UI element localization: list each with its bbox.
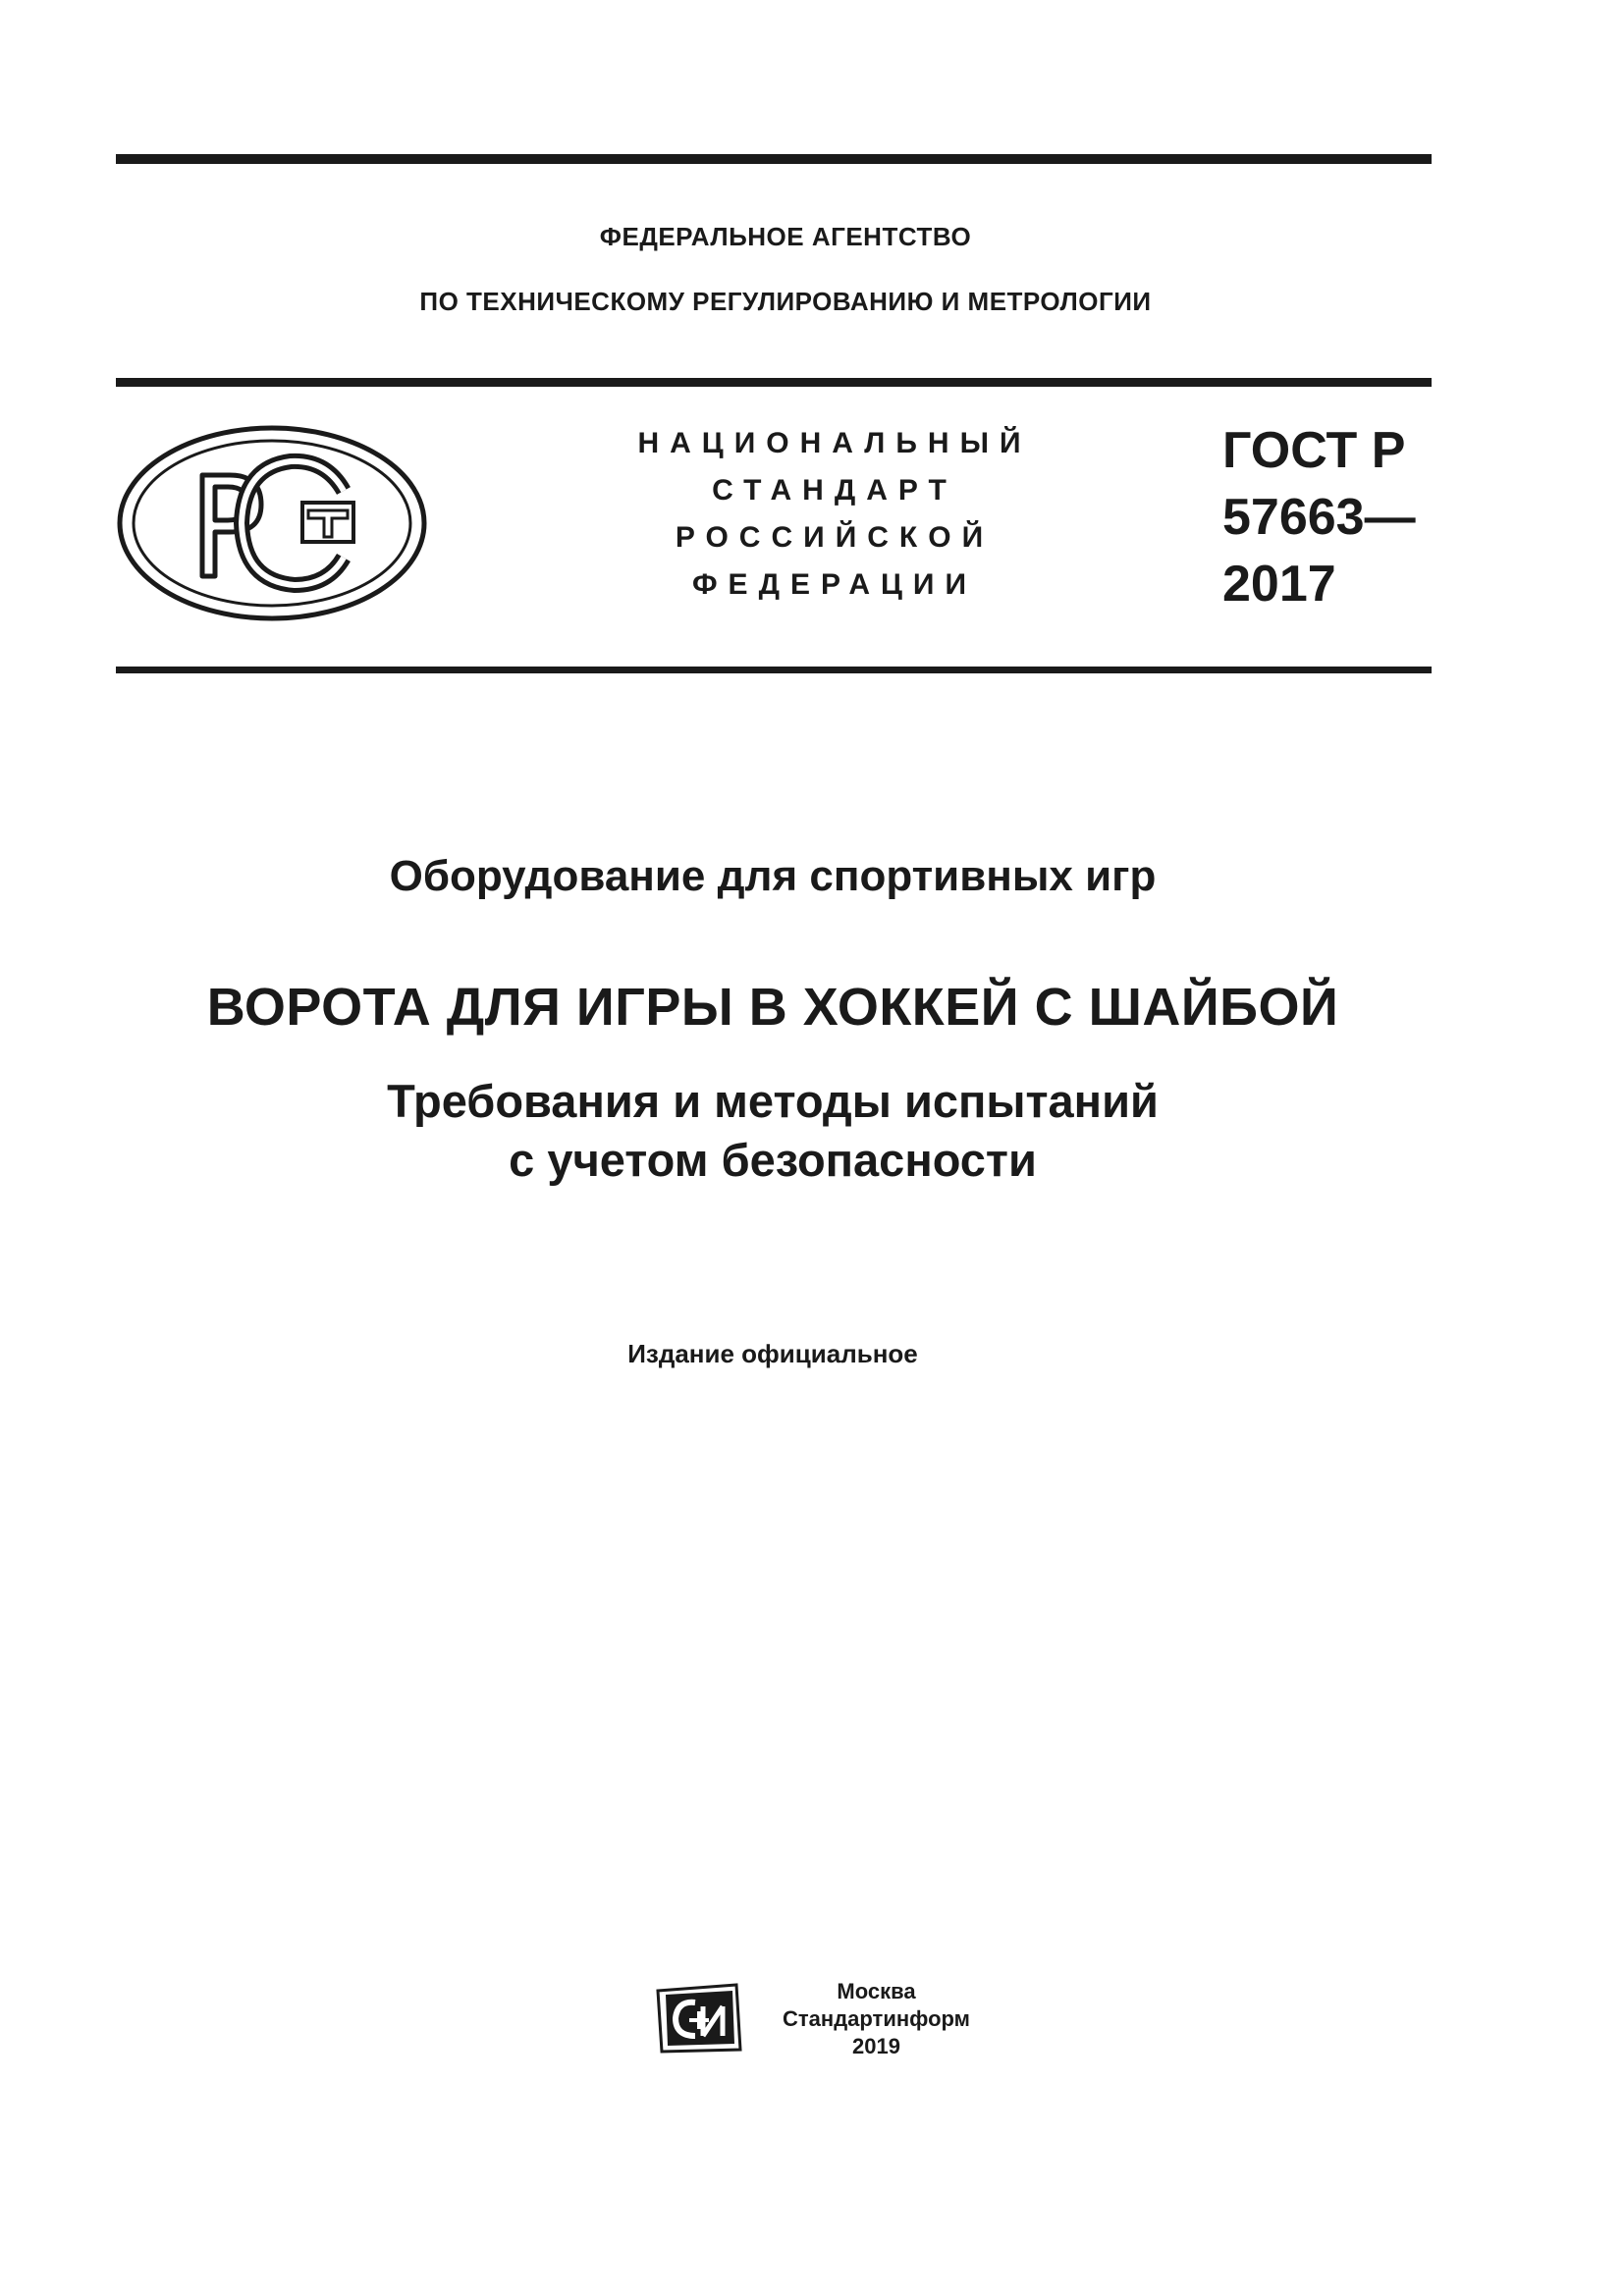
gost-designation	[1222, 417, 1416, 617]
document-subtitle	[0, 1072, 1545, 1190]
gost-line-2: 57663—	[1222, 489, 1416, 546]
agency-line-1: ФЕДЕРАЛЬНОЕ АГЕНТСТВО	[599, 222, 972, 251]
middle-divider	[116, 378, 1432, 387]
agency-line-2: ПО ТЕХНИЧЕСКОМУ РЕГУЛИРОВАНИЮ И МЕТРОЛОГИИ	[419, 287, 1152, 316]
subtitle-line-1: Требования и методы испытаний	[387, 1075, 1159, 1127]
bottom-divider	[116, 667, 1432, 673]
gost-line-1: ГОСТ Р	[1222, 422, 1406, 479]
top-divider	[116, 154, 1432, 164]
gost-line-3: 2017	[1222, 556, 1336, 613]
national-line-2: СТАНДАРТ	[712, 474, 957, 507]
publisher-city: Москва	[837, 1979, 916, 2003]
edition-label: Издание официальное	[627, 1339, 918, 1368]
publisher-info	[756, 1978, 997, 2060]
rst-emblem-icon	[116, 424, 428, 622]
national-line-1: НАЦИОНАЛЬНЫЙ	[637, 427, 1032, 459]
document-subject: Оборудование для спортивных игр	[389, 852, 1157, 900]
document-title: ВОРОТА ДЛЯ ИГРЫ В ХОККЕЙ С ШАЙБОЙ	[206, 978, 1339, 1037]
national-standard-label	[589, 420, 1080, 609]
standartinform-logo-icon	[652, 1981, 746, 2056]
national-line-4: ФЕДЕРАЦИИ	[691, 568, 978, 601]
national-line-3: РОССИЙСКОЙ	[675, 521, 995, 554]
subtitle-line-2: с учетом безопасности	[509, 1134, 1037, 1186]
publisher-year: 2019	[852, 2034, 900, 2058]
publisher-name: Стандартинформ	[783, 2006, 970, 2031]
